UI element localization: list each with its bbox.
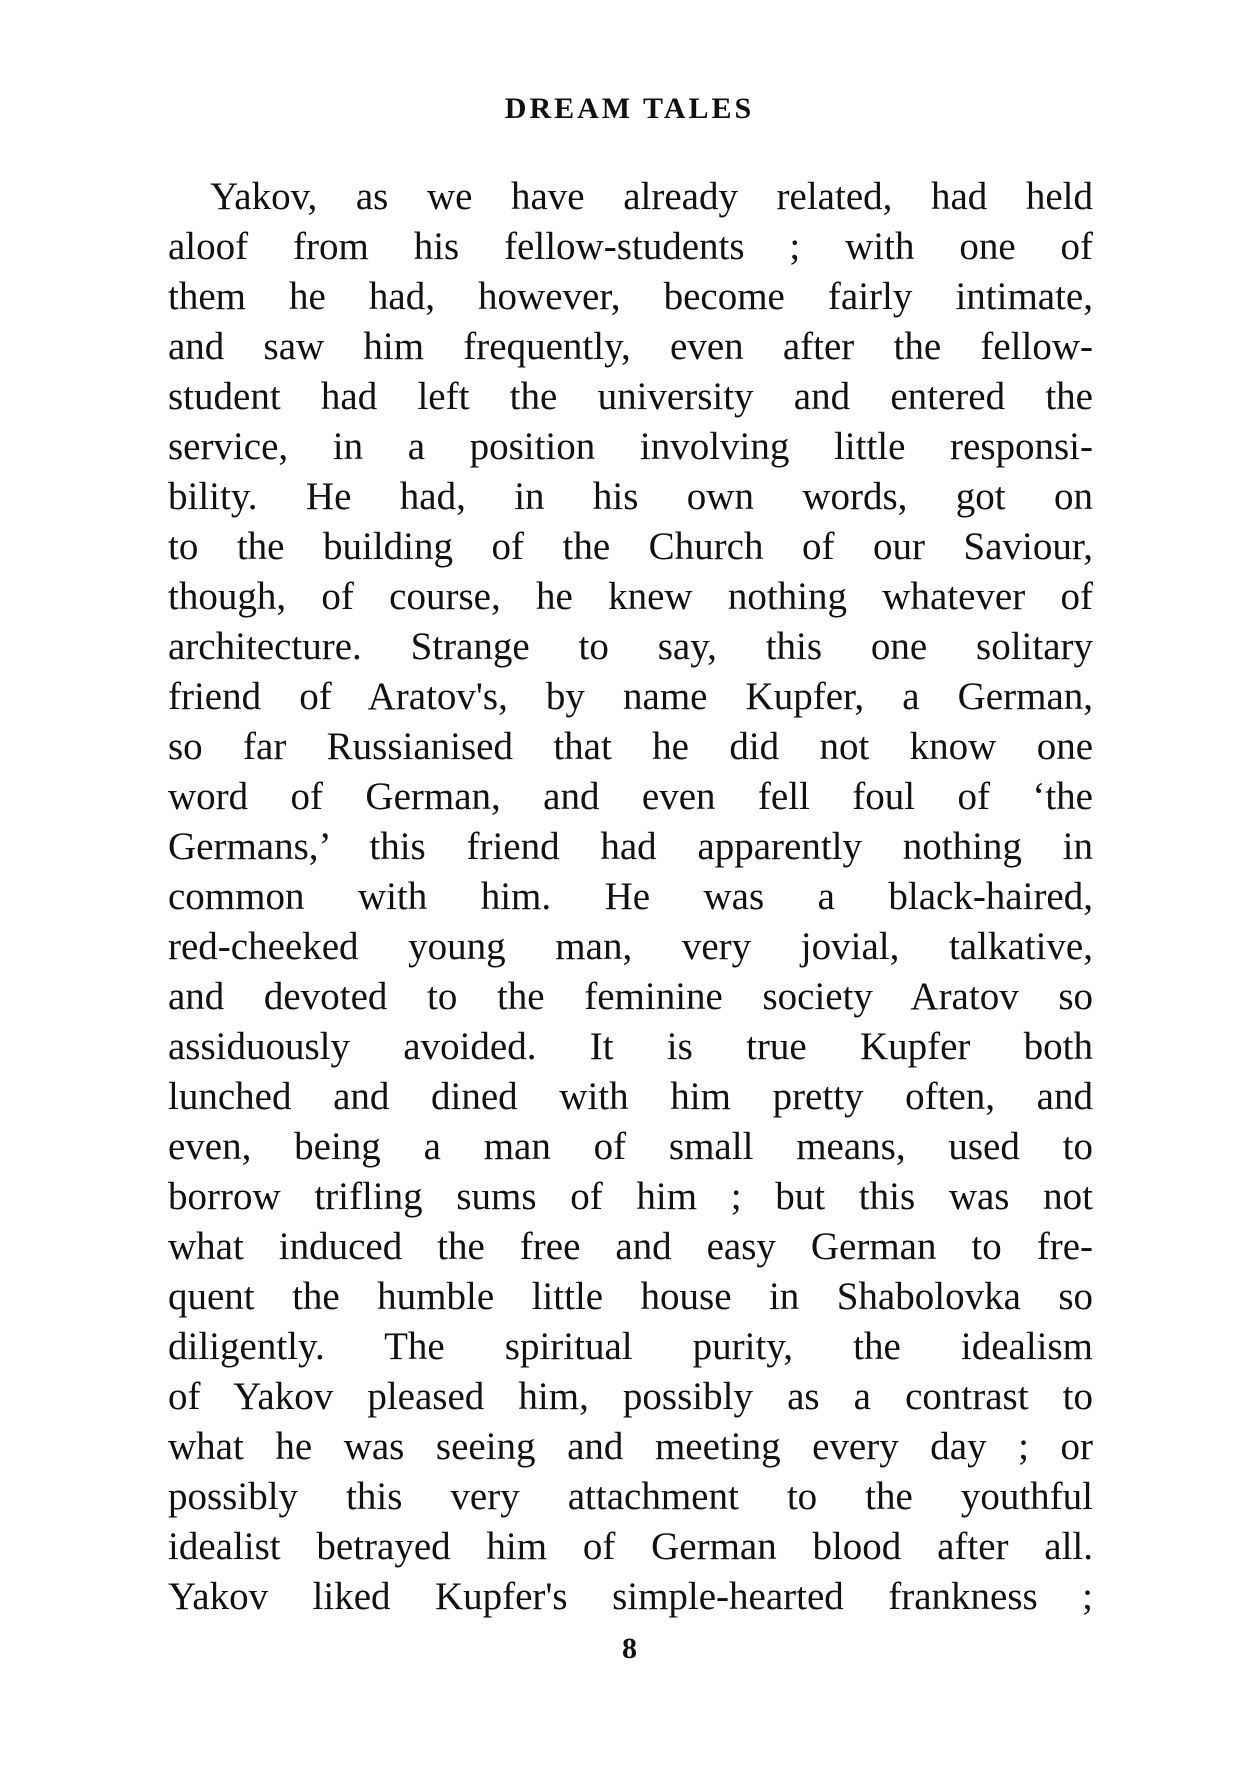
text-line: bility. He had, in his own words, got on bbox=[168, 475, 1093, 518]
text-line: even, being a man of small means, used to bbox=[168, 1125, 1093, 1168]
text-line: idealist betrayed him of German blood after all. bbox=[168, 1525, 1093, 1568]
text-line: quent the humble little house in Shabolovka so bbox=[168, 1275, 1093, 1318]
running-head: DREAM TALES bbox=[504, 92, 755, 125]
text-line: what he was seeing and meeting every day ; or bbox=[168, 1425, 1093, 1468]
text-line: assiduously avoided. It is true Kupfer both bbox=[168, 1025, 1093, 1068]
text-line: student had left the university and entered the bbox=[168, 375, 1093, 418]
text-line: word of German, and even fell foul of ‘the bbox=[168, 775, 1093, 818]
body-text bbox=[168, 172, 1093, 1622]
page-number: 8 bbox=[622, 1632, 637, 1665]
text-line: what induced the free and easy German to fre- bbox=[168, 1225, 1093, 1268]
text-line: architecture. Strange to say, this one solitary bbox=[168, 625, 1093, 668]
text-line: diligently. The spiritual purity, the idealism bbox=[168, 1325, 1093, 1368]
text-line: service, in a position involving little responsi- bbox=[168, 425, 1093, 468]
text-line: Yakov liked Kupfer's simple-hearted frankness ; bbox=[168, 1575, 1093, 1618]
text-line: to the building of the Church of our Saviour, bbox=[168, 525, 1093, 568]
text-line: possibly this very attachment to the youthful bbox=[168, 1475, 1093, 1518]
text-line: red-cheeked young man, very jovial, talkative, bbox=[168, 925, 1093, 968]
text-line: common with him. He was a black-haired, bbox=[168, 875, 1093, 918]
text-line: Germans,’ this friend had apparently nothing in bbox=[168, 825, 1093, 868]
text-line: lunched and dined with him pretty often, and bbox=[168, 1075, 1093, 1118]
text-line: Yakov, as we have already related, had held bbox=[210, 175, 1093, 218]
text-line: and saw him frequently, even after the fellow- bbox=[168, 325, 1093, 368]
text-line: them he had, however, become fairly intimate, bbox=[168, 275, 1093, 318]
text-line: aloof from his fellow-students ; with one of bbox=[168, 225, 1093, 268]
text-line: though, of course, he knew nothing whatever of bbox=[168, 575, 1093, 618]
text-line: borrow trifling sums of him ; but this was not bbox=[168, 1175, 1093, 1218]
text-line: friend of Aratov's, by name Kupfer, a German, bbox=[168, 675, 1093, 718]
text-line: so far Russianised that he did not know one bbox=[168, 725, 1093, 768]
text-line: and devoted to the feminine society Aratov so bbox=[168, 975, 1093, 1018]
text-line: of Yakov pleased him, possibly as a contrast to bbox=[168, 1375, 1093, 1418]
